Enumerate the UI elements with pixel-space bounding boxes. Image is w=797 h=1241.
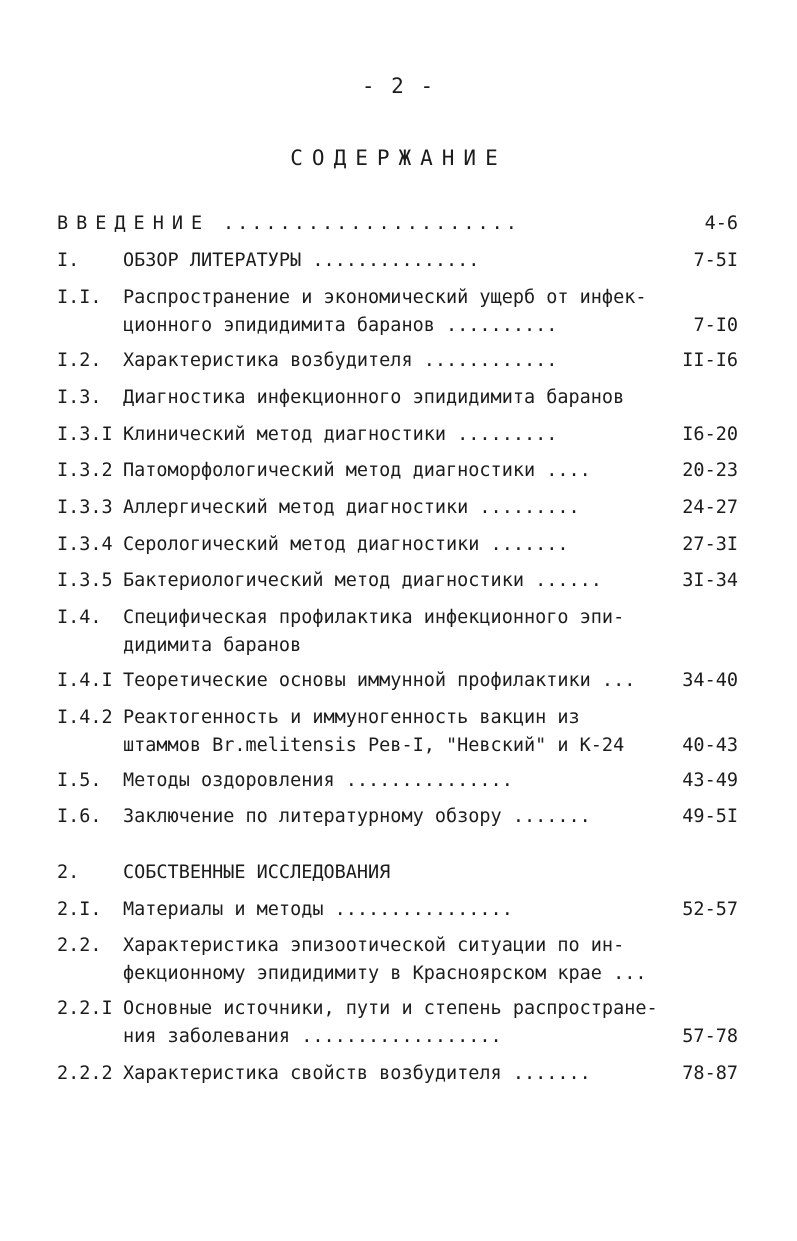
toc-entry-text: Специфическая профилактика инфекционного эпи- [123,607,625,628]
toc-entry-number: I.I. [57,287,102,308]
toc-page-range: 43-49 [682,770,738,791]
toc-entry-text: Характеристика возбудителя ............ [123,350,558,371]
toc-page-range: 52-57 [682,899,738,920]
toc-entry-number: I.3.5 [57,570,113,591]
toc-entry-number: 2.2. [57,935,102,956]
toc-entry-number: I.5. [57,770,102,791]
toc-entry-text: штаммов Br.melitensis Рев-I, "Невский" и К-24 [123,735,625,756]
toc-entry-text: Распространение и экономический ущерб от инфек- [123,287,647,308]
page-number: - 2 - [361,74,436,98]
page-title: СОДЕРЖАНИЕ [290,146,507,170]
toc-page-range: 24-27 [682,497,738,518]
toc-entry-text: Клинический метод диагностики ......... [123,424,558,445]
toc-entry-number: 2.2.I [57,998,113,1019]
toc-page-range: 3I-34 [682,570,738,591]
toc-entry-number: I.4.2 [57,707,113,728]
toc-page-range: 49-5I [682,806,738,827]
toc-entry-text: Характеристика эпизоотической ситуации по ин- [123,935,625,956]
toc-page-range: 20-23 [682,460,738,481]
toc-entry-text: Теоретические основы иммунной профилактики ... [123,670,636,691]
toc-entry-number: I. [57,250,80,271]
toc-entry-text: Методы оздоровления ............... [123,770,513,791]
toc-entry-text: дидимита баранов [123,635,302,656]
toc-entry-text: Реактогенность и иммуногенность вакцин из [123,707,580,728]
toc-entry-text: СОБСТВЕННЫЕ ИССЛЕДОВАНИЯ [123,862,391,883]
toc-entry-text: ОБЗОР ЛИТЕРАТУРЫ ............... [123,250,480,271]
toc-page-range: II-I6 [682,350,738,371]
toc-leader: ..................... [223,213,520,234]
toc-entry-text: фекционному эпидидимиту в Красноярском крае ... [123,963,647,984]
toc-page-range: 4-6 [704,213,738,234]
toc-entry-number: I.3.3 [57,497,113,518]
toc-entry-number: I.3.4 [57,534,113,555]
toc-entry-number: I.4. [57,607,102,628]
toc-entry-text: Диагностика инфекционного эпидидимита баранов [123,387,625,408]
toc-page-range: 34-40 [682,670,738,691]
toc-page-range: 7-I0 [693,315,738,336]
toc-entry-number: I.3. [57,387,102,408]
toc-entry-number: 2.2.2 [57,1063,113,1084]
toc-entry-text: Аллергический метод диагностики ......... [123,497,580,518]
toc-entry-number: I.3.2 [57,460,113,481]
toc-entry-text: ционного эпидидимита баранов .......... [123,315,558,336]
toc-entry-title: ВВЕДЕНИЕ [57,213,211,234]
toc-entry-text: Бактериологический метод диагностики ...... [123,570,602,591]
toc-page-range: I6-20 [682,424,738,445]
toc-entry-text: Заключение по литературному обзору ....... [123,806,591,827]
toc-entry-number: 2.I. [57,899,102,920]
toc-entry-number: I.4.I [57,670,113,691]
toc-entry-text: Основные источники, пути и степень распростране- [123,998,658,1019]
toc-entry-number: 2. [57,862,80,883]
toc-entry-text: Патоморфологический метод диагностики .... [123,460,591,481]
toc-page-range: 27-3I [682,534,738,555]
toc-page-range: 78-87 [682,1063,738,1084]
toc-page-range: 57-78 [682,1026,738,1047]
toc-entry-text: Характеристика свойств возбудителя ....... [123,1063,591,1084]
toc-page-range: 40-43 [682,735,738,756]
toc-entry-number: I.3.I [57,424,113,445]
toc-entry-text: ния заболевания .................. [123,1026,502,1047]
toc-entry-text: Серологический метод диагностики ....... [123,534,569,555]
toc-entry-number: I.2. [57,350,102,371]
toc-entry-text: Материалы и методы ................ [123,899,513,920]
toc-entry-number: I.6. [57,806,102,827]
toc-page-range: 7-5I [693,250,738,271]
